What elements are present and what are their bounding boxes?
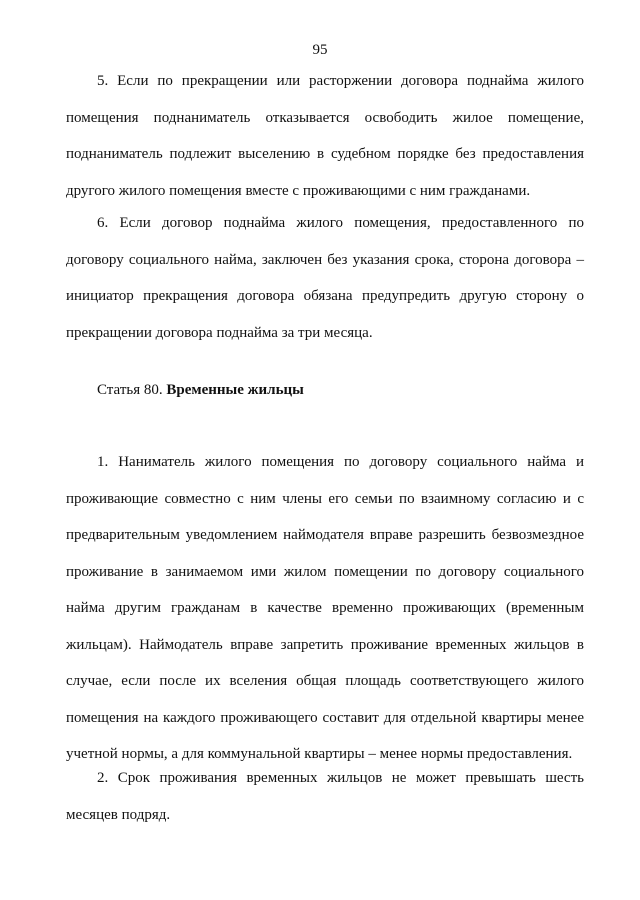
paragraph-line: проживание в занимаемом ими жилом помещении по договору социального — [66, 563, 584, 580]
article-80-paragraph-2 — [66, 760, 584, 833]
article-title: Временные жильцы — [166, 382, 304, 398]
paragraph-line: 2. Срок проживания временных жильцов не может превышать шесть — [97, 770, 584, 786]
paragraph-line: другого жилого помещения вместе с проживающими с ним гражданами. — [66, 182, 531, 199]
article-heading — [97, 378, 304, 402]
paragraph-line: помещения на каждого проживающего составит для отдельной квартиры менее — [66, 709, 584, 726]
paragraph-line: поднаниматель подлежит выселению в судебном порядке без предоставления — [66, 146, 584, 162]
paragraph-5 — [66, 63, 584, 209]
paragraph-line: 5. Если по прекращении или расторжении договора поднайма жилого — [97, 73, 584, 89]
paragraph-line: помещения поднаниматель отказывается освободить жилое помещение, — [66, 109, 584, 126]
paragraph-line: найма другим гражданам в качестве временно проживающих (временным — [66, 600, 584, 616]
paragraph-line: проживающие совместно с ним члены его семьи по взаимному согласию и с — [66, 490, 584, 507]
article-prefix: Статья 80. — [97, 382, 167, 398]
article-80-paragraph-1 — [66, 444, 584, 773]
paragraph-line: 6. Если договор поднайма жилого помещения, предоставленного по — [97, 215, 584, 231]
paragraph-line: инициатор прекращения договора обязана предупредить другую сторону о — [66, 288, 584, 304]
page-number: 95 — [312, 42, 328, 58]
paragraph-line: договору социального найма, заключен без указания срока, сторона договора – — [66, 251, 584, 268]
paragraph-line: случае, если после их вселения общая площадь соответствующего жилого — [66, 673, 584, 689]
paragraph-6 — [66, 205, 584, 351]
paragraph-line: учетной нормы, а для коммунальной квартиры – менее нормы предоставления. — [66, 746, 573, 762]
paragraph-line: прекращении договора поднайма за три месяца. — [66, 324, 373, 341]
paragraph-line: предварительным уведомлением наймодателя вправе разрешить безвозмездное — [66, 527, 584, 543]
paragraph-line: жильцам). Наймодатель вправе запретить проживание временных жильцов в — [66, 636, 584, 653]
paragraph-line: 1. Наниматель жилого помещения по договору социального найма и — [97, 454, 584, 470]
paragraph-line: месяцев подряд. — [66, 806, 171, 823]
